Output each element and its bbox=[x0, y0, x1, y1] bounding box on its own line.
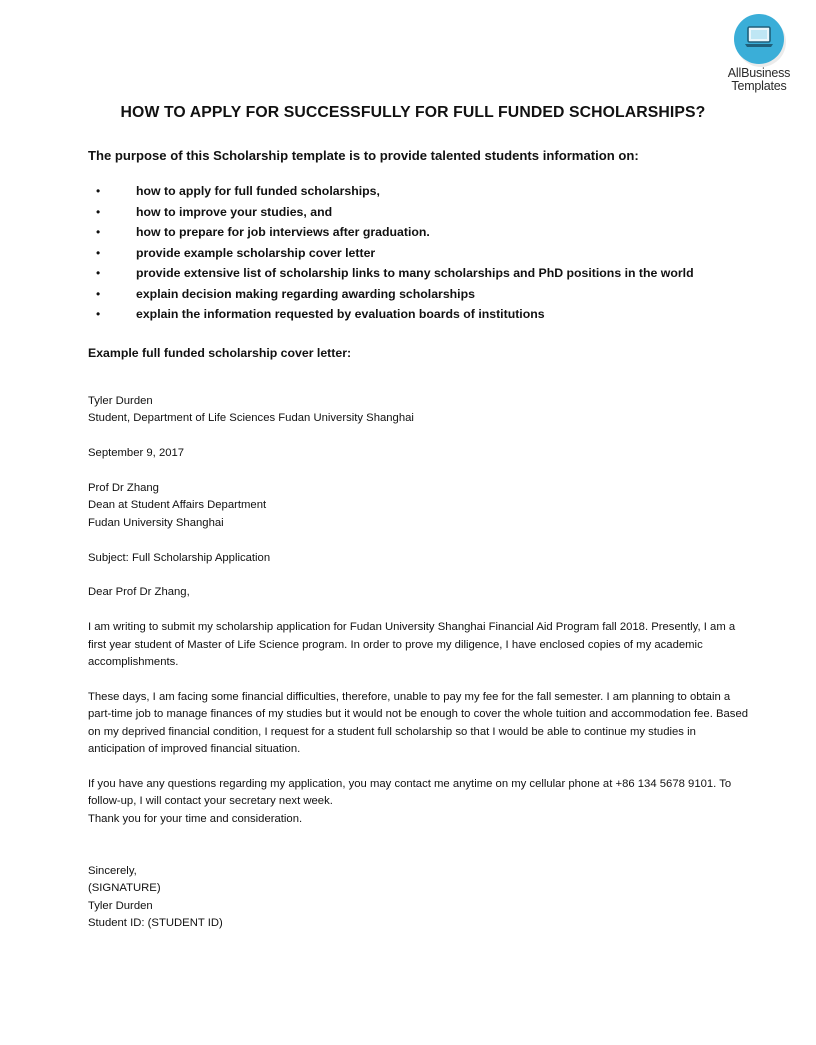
list-item-text: explain the information requested by evaluation boards of institutions bbox=[136, 307, 545, 321]
thanks-line: Thank you for your time and consideration. bbox=[88, 812, 303, 825]
letter-date bbox=[88, 445, 748, 462]
list-item bbox=[88, 204, 694, 225]
list-item-text: how to apply for full funded scholarships, bbox=[136, 184, 380, 198]
closing-block bbox=[88, 863, 748, 933]
bullet-dot: • bbox=[96, 266, 101, 280]
bullet-list bbox=[88, 183, 694, 327]
list-item bbox=[88, 306, 694, 327]
bullet-dot: • bbox=[96, 184, 101, 198]
list-item bbox=[88, 245, 694, 266]
list-item bbox=[88, 224, 694, 245]
bullet-dot: • bbox=[96, 286, 101, 301]
cover-letter bbox=[88, 393, 748, 950]
list-item-text: explain decision making regarding awarding scholarships bbox=[136, 286, 475, 301]
list-item-text: how to prepare for job interviews after graduation. bbox=[136, 225, 430, 239]
paragraph-1: I am writing to submit my scholarship application for Fudan University Shanghai Financial Aid Program fall 2018. Presently, I am a first year student of Master of Life Science program. In order to prove my diligence, I have enclosed copies of my academic accomplishments. bbox=[88, 621, 736, 669]
salutation bbox=[88, 584, 748, 601]
subject-line bbox=[88, 550, 748, 567]
sender-title: Student, Department of Life Sciences Fudan University Shanghai bbox=[88, 412, 414, 425]
list-item bbox=[88, 183, 694, 204]
sender-block bbox=[88, 393, 748, 428]
bullet-dot: • bbox=[96, 225, 101, 239]
recipient-title: Dean at Student Affairs Department bbox=[88, 499, 267, 512]
recipient-name: Prof Dr Zhang bbox=[88, 482, 159, 494]
signature-placeholder: (SIGNATURE) bbox=[88, 882, 161, 895]
purpose-statement: The purpose of this Scholarship template is to provide talented students information on: bbox=[88, 148, 639, 163]
bullet-dot: • bbox=[96, 204, 101, 219]
logo-line-1: AllBusiness bbox=[727, 66, 791, 80]
list-item-text: provide example scholarship cover letter bbox=[136, 245, 376, 260]
recipient-org: Fudan University Shanghai bbox=[88, 516, 224, 529]
paragraph-3-text: If you have any questions regarding my application, you may contact me anytime on my cellular phone at +86 134 5678 9101. To follow-up, I will contact your secretary next week. bbox=[88, 777, 732, 808]
logo-line-2: Templates bbox=[731, 79, 787, 93]
list-item bbox=[88, 265, 694, 286]
laptop-icon bbox=[734, 14, 784, 64]
bullet-dot: • bbox=[96, 307, 101, 321]
sender-name: Tyler Durden bbox=[88, 395, 153, 407]
signer-name: Tyler Durden bbox=[88, 899, 153, 912]
page-title: HOW TO APPLY FOR SUCCESSFULLY FOR FULL FUNDED SCHOLARSHIPS? bbox=[120, 104, 706, 121]
student-id: Student ID: (STUDENT ID) bbox=[88, 917, 223, 930]
list-item-text: provide extensive list of scholarship links to many scholarships and PhD positions in the world bbox=[136, 266, 694, 280]
salutation-text: Dear Prof Dr Zhang, bbox=[88, 586, 190, 599]
subject-text: Subject: Full Scholarship Application bbox=[88, 551, 271, 564]
list-item bbox=[88, 286, 694, 307]
paragraph-3 bbox=[88, 776, 748, 828]
closing-text: Sincerely, bbox=[88, 864, 137, 877]
example-heading: Example full funded scholarship cover letter: bbox=[88, 346, 352, 360]
paragraph-2: These days, I am facing some financial difficulties, therefore, unable to pay my fee for the fall semester. I am planning to obtain a part-time job to manage finances of my studies but it would not be enough to cover the whole tuition and accommodation fee. Based on my deprived financial condition, I request for a student full scholarship so that I would be able to continue my studies in anticipation of improved financial situation. bbox=[88, 690, 749, 756]
logo bbox=[718, 14, 800, 93]
recipient-block bbox=[88, 480, 748, 532]
list-item-text: how to improve your studies, and bbox=[136, 204, 333, 219]
date-text: September 9, 2017 bbox=[88, 447, 185, 460]
bullet-dot: • bbox=[96, 245, 101, 260]
